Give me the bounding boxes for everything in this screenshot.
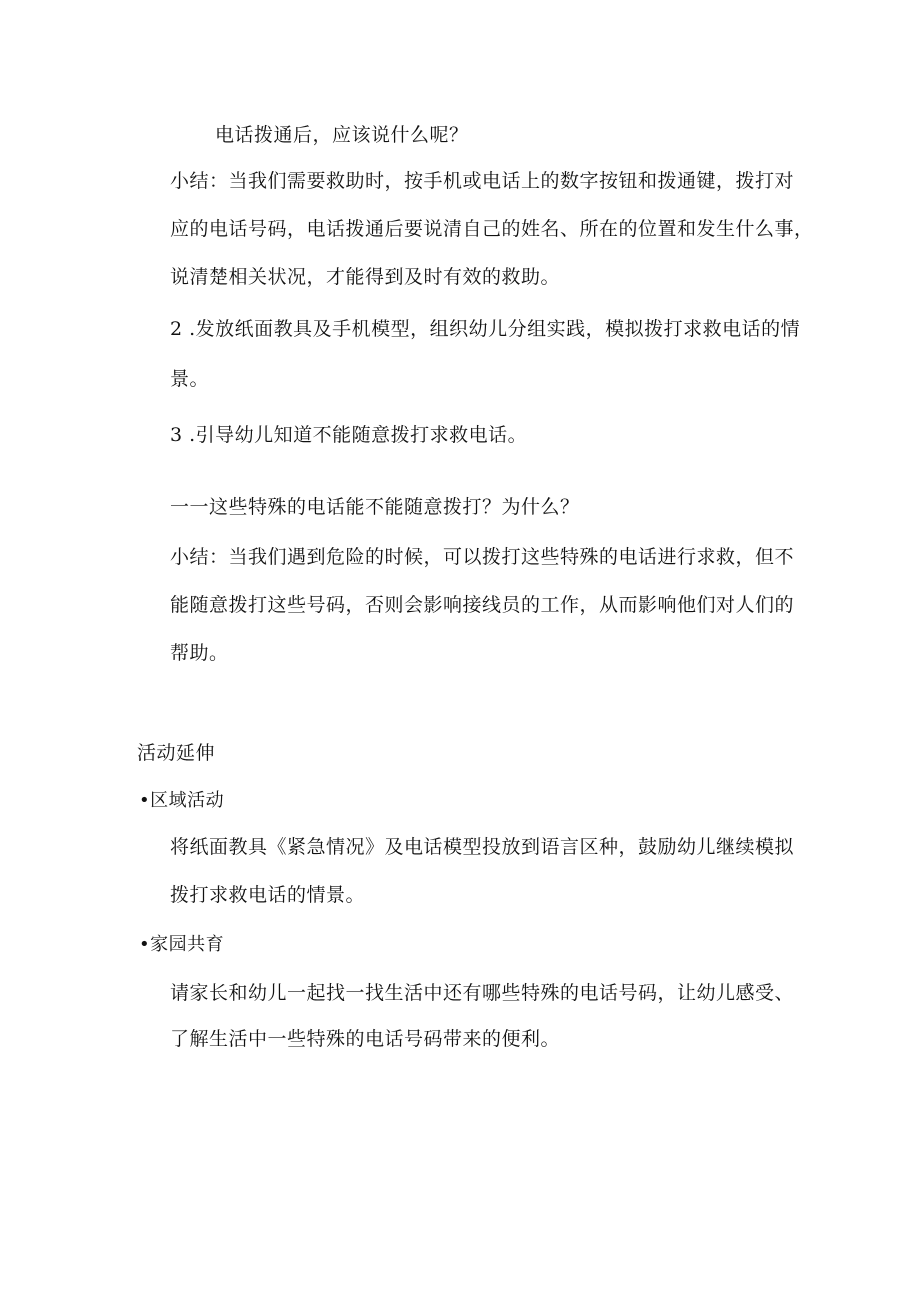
summary-line: 应的电话号码，电话拨通后要说清自己的姓名、所在的位置和发生什么事， xyxy=(170,218,814,240)
summary-line: 说清楚相关状况，才能得到及时有效的救助。 xyxy=(170,266,561,288)
question-text: 电话拨通后，应该说什么呢？ xyxy=(215,124,469,146)
paragraph-line: 拨打求救电话的情景。 xyxy=(170,884,366,906)
paragraph-line: 请家长和幼儿一起找一找生活中还有哪些特殊的电话号码，让幼儿感受、 xyxy=(170,982,795,1004)
subsection-title: •家园共育 xyxy=(139,934,225,955)
step-item: 3 .引导幼儿知道不能随意拨打求救电话。 xyxy=(170,424,528,446)
summary-line: 小结：当我们遇到危险的时候，可以拨打这些特殊的电话进行求救，但不 xyxy=(170,546,795,568)
step-item: 2 .发放纸面教具及手机模型，组织幼儿分组实践，模拟拨打求救电话的情 xyxy=(170,318,801,340)
paragraph-line: 将纸面教具《紧急情况》及电话模型投放到语言区种，鼓励幼儿继续模拟 xyxy=(170,836,795,858)
question-text: 一一这些特殊的电话能不能随意拨打？为什么？ xyxy=(170,496,580,518)
subsection-title: •区域活动 xyxy=(139,790,225,811)
summary-line: 小结：当我们需要救助时，按手机或电话上的数字按钮和拨通键，拨打对 xyxy=(170,170,795,192)
step-item-continuation: 景。 xyxy=(170,368,210,390)
paragraph-line: 了解生活中一些特殊的电话号码带来的便利。 xyxy=(170,1028,561,1050)
section-heading: 活动延伸 xyxy=(137,742,216,764)
summary-line: 帮助。 xyxy=(170,642,229,664)
summary-line: 能随意拨打这些号码，否则会影响接线员的工作，从而影响他们对人们的 xyxy=(170,594,795,616)
